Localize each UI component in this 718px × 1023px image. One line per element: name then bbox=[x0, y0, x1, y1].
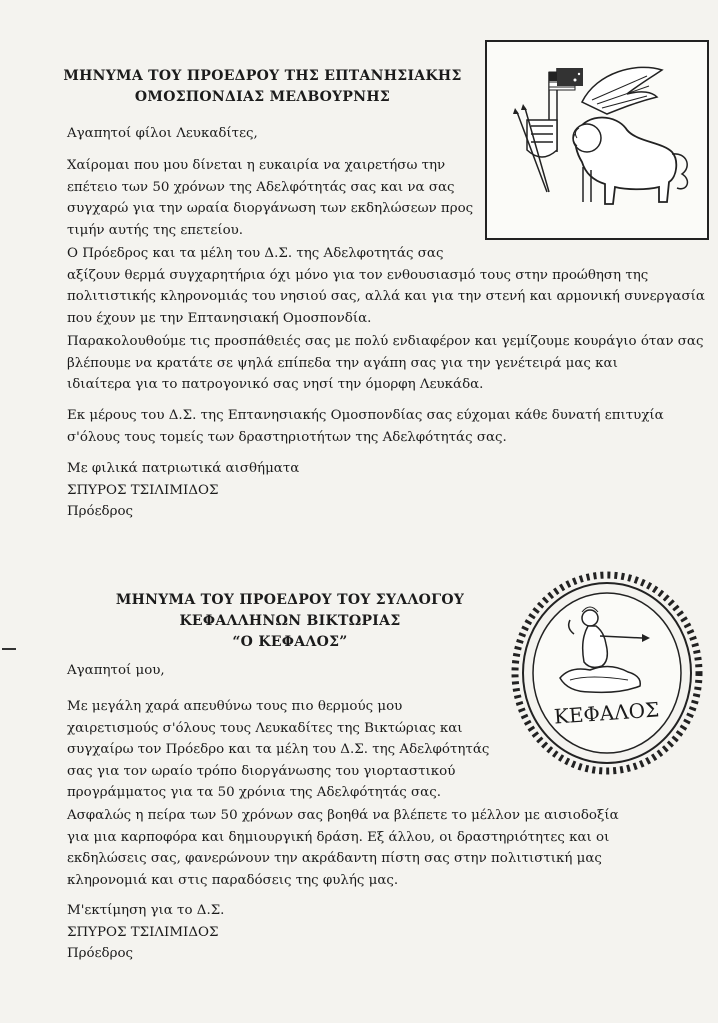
kefalos-oval-icon bbox=[510, 570, 705, 776]
letter2-role: Πρόεδρος bbox=[67, 946, 134, 961]
letter1-title: ΜΗΝΥΜΑ ΤΟΥ ΠΡΟΕΔΡΟΥ ΤΗΣ ΕΠΤΑΝΗΣΙΑΚΗΣ ΟΜΟΣΠΟΝΔΙΑΣ ΜΕΛΒΟΥΡΝΗΣ bbox=[63, 68, 462, 105]
letter2-greeting: Αγαπητοί μου, bbox=[67, 663, 165, 678]
letter1-paragraph-3: Παρακολουθούμε τις προσπάθειές σας με πολύ ενδιαφέρον και γεμίζουμε κουράγιο όταν σας βλέπουμε να κρατάτε σε ψηλά επίπεδα την αγάπη σας για την γενέτειρά μας και ιδιαίτερα για το πατρογονικό σας νησί την όμορφη Λευκάδα. bbox=[67, 334, 704, 392]
kefalos-label: ΚΕΦΑΛΟΣ bbox=[553, 697, 660, 729]
letter1-closing: Με φιλικά πατριωτικά αισθήματα bbox=[67, 461, 300, 476]
letter1-signer: ΣΠΥΡΟΣ ΤΣΙΛΙΜΙΔΟΣ bbox=[67, 482, 219, 498]
letter2-signer: ΣΠΥΡΟΣ ΤΣΙΛΙΜΙΔΟΣ bbox=[67, 924, 219, 940]
federation-emblem bbox=[485, 40, 709, 240]
margin-mark bbox=[2, 648, 16, 650]
letter2-signature-block bbox=[67, 900, 224, 965]
letter1-paragraph-1: Χαίρομαι που μου δίνεται η ευκαιρία να χαιρετήσω την επέτειο των 50 χρόνων της Αδελφότητάς σας και να σας συγχαρώ για την ωραία διοργάνωση των εκδηλώσεων προς τιμήν αυτής της επετείου. bbox=[67, 158, 474, 238]
letter1-signature-block bbox=[67, 458, 299, 523]
letter1-paragraph-4: Εκ μέρους του Δ.Σ. της Επτανησιακής Ομοσπονδίας σας εύχομαι κάθε δυνατή επιτυχία σ'όλους τους τομείς των δραστηριοτήτων της Αδελφότητάς σας. bbox=[67, 408, 664, 445]
letter2-paragraph-1: Με μεγάλη χαρά απευθύνω τους πιο θερμούς μου χαιρετισμούς σ'όλους τους Λευκαδίτες της Βικτώριας και συγχαίρω τον Πρόεδρο και τα μέλη του Δ.Σ. της Αδελφότητάς σας για τον ωραίο τρόπο διοργάνωσης του γιορταστικού προγράμματος για τα 50 χρόνια της Αδελφότητάς σας. bbox=[67, 699, 490, 800]
kefalos-emblem bbox=[510, 570, 705, 776]
letter2-title: ΜΗΝΥΜΑ ΤΟΥ ΠΡΟΕΔΡΟΥ ΤΟΥ ΣΥΛΛΟΓΟΥ ΚΕΦΑΛΛΗΝΩΝ ΒΙΚΤΩΡΙΑΣ “Ο ΚΕΦΑΛΟΣ” bbox=[115, 592, 465, 650]
letter1-greeting: Αγαπητοί φίλοι Λευκαδίτες, bbox=[67, 126, 258, 141]
winged-lion-icon bbox=[487, 42, 703, 234]
letter2-closing: Μ'εκτίμηση για το Δ.Σ. bbox=[67, 903, 225, 918]
letter1-paragraph-2: Ο Πρόεδρος και τα μέλη του Δ.Σ. της Αδελφοτητάς σας αξίζουν θερμά συγχαρητήρια όχι μόνο για τον ενθουσιασμό τους στην προώθηση της πολιτιστικής κληρονομιάς του νησιού σας, αλλά και για την στενή και αρμονική συνεργασία που έχουν με την Επτανησιακή Ομοσπονδία. bbox=[67, 246, 705, 326]
letter2-paragraph-2: Ασφαλώς η πείρα των 50 χρόνων σας βοηθά να βλέπετε το μέλλον με αισιοδοξία για μια καρποφόρα και δημιουργική δράση. Εξ άλλου, οι δραστηριότητες και οι εκδηλώσεις σας, φανερώνουν την ακράδαντη πίστη σας στην πολιτιστική μας κληρονομιά και στις παραδόσεις της φυλής μας. bbox=[67, 808, 619, 888]
letter1-role: Πρόεδρος bbox=[67, 504, 134, 519]
